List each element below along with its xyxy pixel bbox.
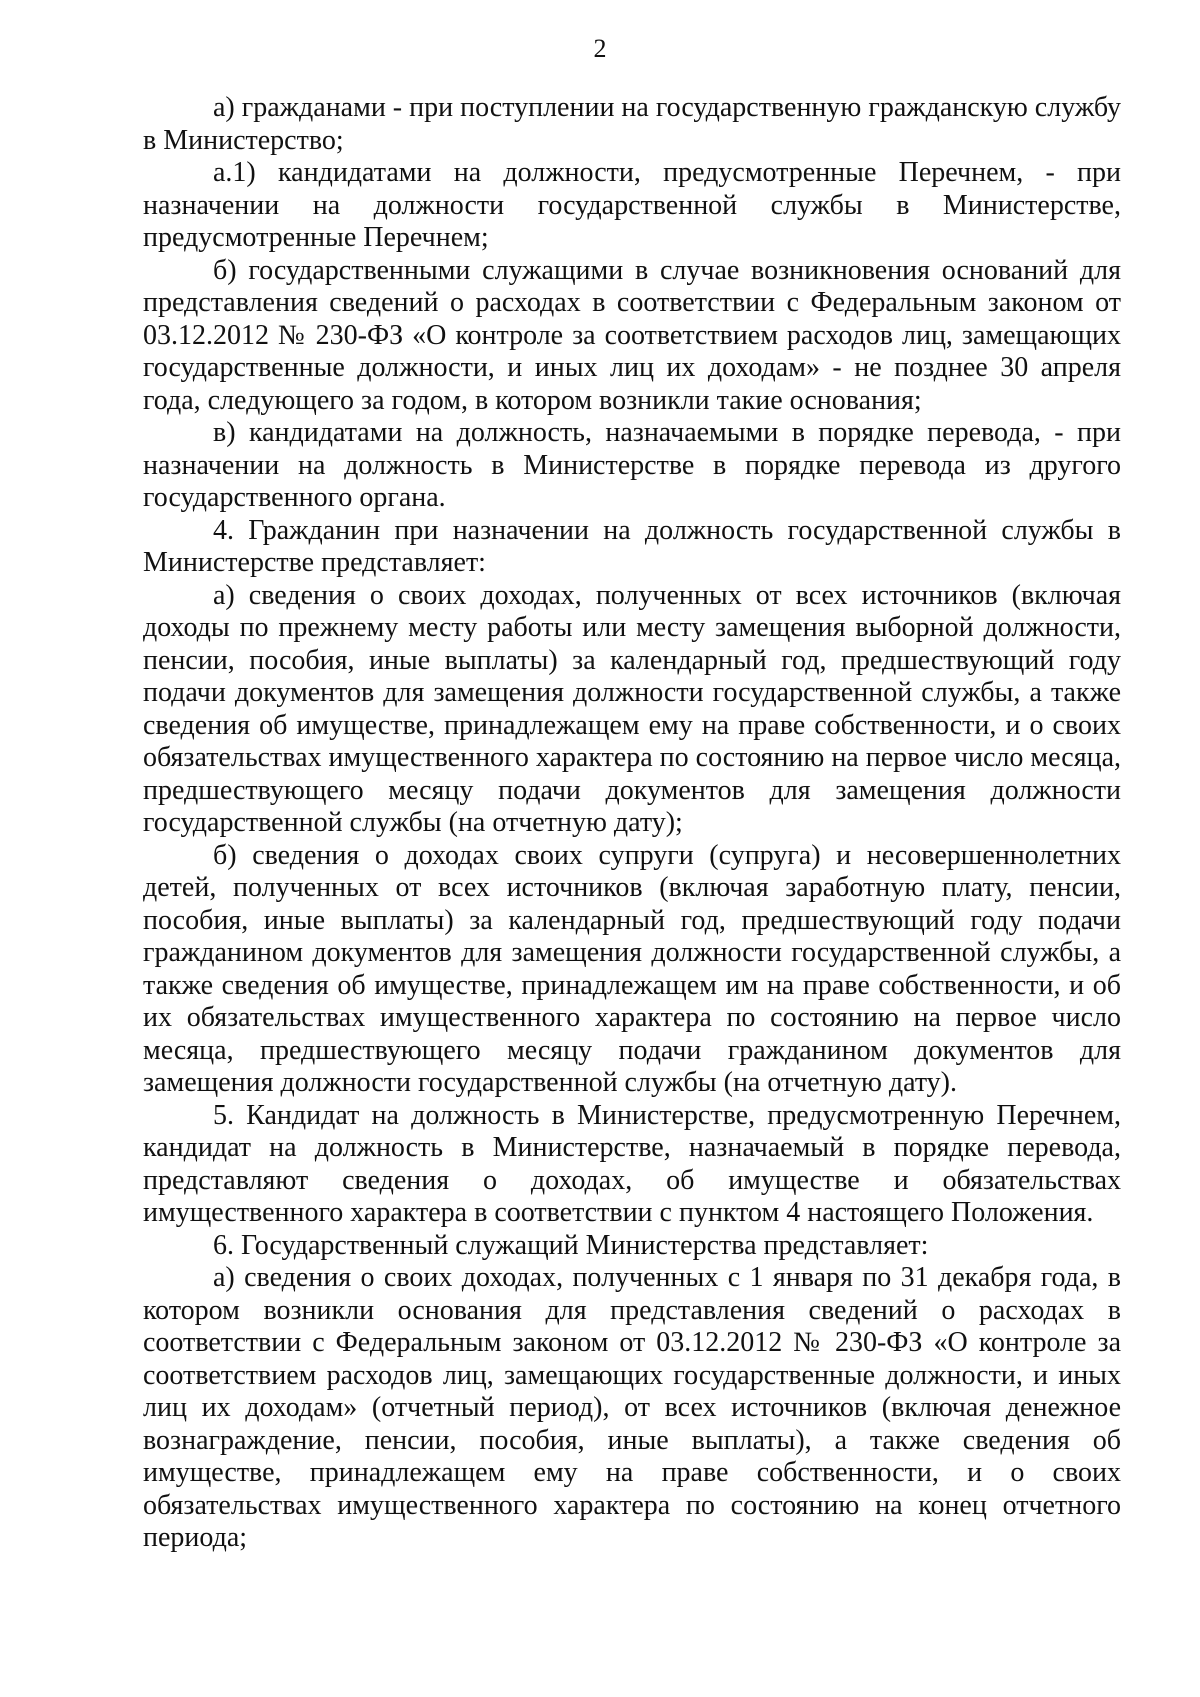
paragraph-6: 6. Государственный служащий Министерства представляет: (213, 1229, 929, 1261)
document-body (143, 92, 1121, 1555)
paragraph-3v: в) кандидатами на должность, назначаемыми в порядке перевода, - при назначении на должность в Министерстве в порядке перевода из другого государственного органа. (143, 417, 1121, 513)
paragraph-3a1: а.1) кандидатами на должности, предусмотренные Перечнем, - при назначении на должности государственной службы в Министерстве, предусмотренные Перечнем; (143, 157, 1121, 253)
paragraph-3b: б) государственными служащими в случае возникновения оснований для представления сведений о расходах в соответствии с Федеральным законом от 03.12.2012 № 230-ФЗ «О контроле за соответствием расходов лиц, замещающих государственные должности, и иных лиц их доходам» - не позднее 30 апреля года, следующего за годом, в котором возникли такие основания; (143, 254, 1121, 416)
paragraph-6a: а) сведения о своих доходах, полученных с 1 января по 31 декабря года, в котором возникли основания для представления сведений о расходах в соответствии с Федеральным законом от 03.12.2012 № 230-ФЗ «О контроле за соответствием расходов лиц, замещающих государственные должности, и иных лиц их доходам» (отчетный период), от всех источников (включая денежное вознаграждение, пенсии, пособия, иные выплаты), а также сведения об имуществе, принадлежащем ему на праве собственности, и о своих обязательствах имущественного характера по состоянию на конец отчетного периода; (143, 1262, 1121, 1553)
paragraph-4a: а) сведения о своих доходах, полученных от всех источников (включая доходы по прежнему месту работы или месту замещения выборной должности, пенсии, пособия, иные выплаты) за календарный год, предшествующий году подачи документов для замещения должности государственной службы, а также сведения об имуществе, принадлежащем ему на праве собственности, и о своих обязательствах имущественного характера по состоянию на первое число месяца, предшествующего месяцу подачи документов для замещения должности государственной службы (на отчетную дату); (143, 579, 1121, 838)
paragraph-3a: а) гражданами - при поступлении на государственную гражданскую службу в Министерство; (143, 92, 1121, 156)
paragraph-5: 5. Кандидат на должность в Министерстве, предусмотренную Перечнем, кандидат на должность в Министерстве, назначаемый в порядке перевода, представляют сведения о доходах, об имуществе и обязательствах имущественного характера в соответствии с пунктом 4 настоящего Положения. (143, 1099, 1121, 1228)
paragraph-4: 4. Гражданин при назначении на должность государственной службы в Министерстве представляет: (143, 514, 1121, 578)
paragraph-4b: б) сведения о доходах своих супруги (супруга) и несовершеннолетних детей, полученных от всех источников (включая заработную плату, пенсии, пособия, иные выплаты) за календарный год, предшествующий году подачи гражданином документов для замещения должности государственной службы, а также сведения об имуществе, принадлежащем им на праве собственности, и об их обязательствах имущественного характера по состоянию на первое число месяца, предшествующего месяцу подачи гражданином документов для замещения должности государственной службы (на отчетную дату). (143, 839, 1121, 1098)
page-number: 2 (593, 34, 607, 63)
